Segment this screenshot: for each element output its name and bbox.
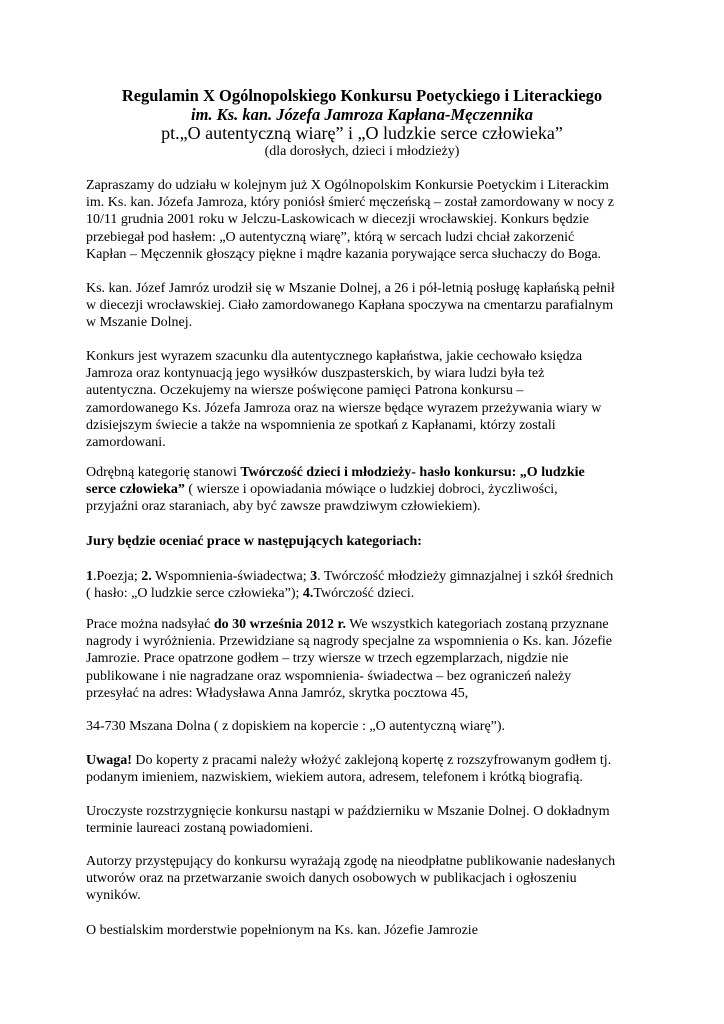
text-line: Jamrozie. Prace opatrzone godłem – trzy wiersze w trzech egzemplarzach, nigdzie nie — [86, 651, 569, 667]
text-line: im. Ks. kan. Józefa Jamroza, który poniósł śmierć męczeńską – został zamordowany w nocy z — [86, 195, 614, 211]
attention-label: Uwaga! — [86, 753, 132, 768]
text-line: autentyczna. Oczekujemy na wiersze poświęcone pamięci Patrona konkursu – — [86, 383, 524, 399]
text-line: terminie laureaci zostaną powiadomieni. — [86, 821, 314, 837]
text-line: nagrody i wyróżnienia. Przewidziane są nagrody specjalne za wspomnienia o Ks. kan. Józefie — [86, 634, 612, 650]
address-line — [86, 718, 646, 735]
category-paragraph — [86, 464, 646, 516]
bio-paragraph — [86, 280, 646, 332]
text-line: zamordowanego Ks. Józefa Jamroza oraz na wiersze będące wyrazem przeżywania wiary w — [86, 400, 602, 416]
text-line: Uroczyste rozstrzygnięcie konkursu nastąpi w październiku w Mszanie Dolnej. O dokładnym — [86, 804, 610, 819]
text-line: Konkurs jest wyrazem szacunku dla autentycznego kapłaństwa, jakie cechowało księdza — [86, 349, 583, 364]
text-line — [86, 568, 646, 585]
category-label: Wspomnienia-świadectwa; — [151, 569, 311, 584]
text-line: dzisiejszym świecie a także na wspomnienia ze spotkań z Kapłanami, którzy zostali — [86, 417, 556, 433]
text-line: przyjaźni oraz staraniach, aby być zawsze prawdziwym człowiekiem). — [86, 499, 481, 515]
text-line — [86, 481, 646, 498]
document-title — [0, 86, 724, 161]
text-line — [86, 616, 646, 633]
category-highlight: serce człowieka” — [86, 482, 185, 498]
purpose-paragraph — [86, 348, 646, 451]
category-highlight: Twórczość dzieci i młodzieży- hasło konkursu: „O ludzkie — [240, 465, 585, 480]
text-fragment: We wszystkich kategoriach zostaną przyznane — [345, 617, 609, 632]
closing-paragraph — [86, 922, 646, 939]
category-number: 4. — [302, 586, 314, 602]
text-line: O bestialskim morderstwie popełnionym na Ks. kan. Józefie Jamrozie — [86, 923, 478, 938]
text-line — [86, 464, 646, 481]
categories-list — [86, 568, 646, 602]
attention-paragraph — [86, 752, 646, 786]
text-line: w Mszanie Dolnej. — [86, 315, 193, 331]
text-line: wyników. — [86, 888, 141, 904]
jury-heading — [86, 533, 646, 550]
text-line: Autorzy przystępujący do konkursu wyrażają zgodę na nieodpłatne publikowanie nadesłanych — [86, 854, 616, 869]
intro-paragraph — [86, 177, 646, 263]
results-paragraph — [86, 803, 646, 837]
text-line: Zapraszamy do udziału w kolejnym już X Ogólnopolskim Konkursie Poetyckim i Literackim — [86, 178, 609, 193]
deadline-date: do 30 września 2012 r. — [213, 617, 346, 632]
text-line — [86, 585, 646, 602]
text-line: przesyłać na adres: Władysława Anna Jamróz, skrytka pocztowa 45, — [86, 685, 469, 701]
text-fragment: Do koperty z pracami należy włożyć zaklejoną kopertę z rozszyfrowanym godłem tj. — [131, 753, 612, 768]
text-line: Jamroza oraz kontynuacją jego wysiłków duszpasterskich, by wiara ludzi była też — [86, 366, 545, 382]
text-line: publikowane i nie nagradzane oraz wspomnienia- świadectwa – bez ograniczeń należy — [86, 668, 572, 684]
category-number: 2. — [141, 569, 152, 584]
deadline-paragraph — [86, 616, 646, 702]
text-line: w diecezji wrocławskiej. Ciało zamordowanego Kapłana spoczywa na cmentarzu parafialnym — [86, 298, 614, 314]
title-line-1: Regulamin X Ogólnopolskiego Konkursu Poetyckiego i Literackiego — [121, 86, 603, 105]
consent-paragraph — [86, 853, 646, 905]
text-line: przebiegał pod hasłem: „O autentyczną wiarę”, którą w sercach ludzi chciał zakorzenić — [86, 229, 575, 245]
text-line: Ks. kan. Józef Jamróz urodził się w Mszanie Dolnej, a 26 i pół-letnią posługę kapłańską pełnił — [86, 281, 615, 296]
text-line: podanym imieniem, nazwiskiem, wiekiem autora, adresem, telefonem i krótką biografią. — [86, 770, 583, 786]
text-line: zamordowani. — [86, 435, 166, 451]
text-fragment: ( wiersze i opowiadania mówiące o ludzkiej dobroci, życzliwości, — [184, 482, 558, 498]
category-number: 1 — [86, 569, 93, 584]
title-subtitle: (dla dorosłych, dzieci i młodzieży) — [264, 144, 460, 159]
category-label: . Twórczość młodzieży gimnazjalnej i szkół średnich — [317, 569, 614, 584]
title-line-2: im. Ks. kan. Józefa Jamroza Kapłana-Męczennika — [191, 105, 533, 124]
category-number: 3 — [310, 569, 318, 584]
text-line: utworów oraz na przetwarzanie swoich danych osobowych w publikacjach i ogłoszeniu — [86, 871, 577, 887]
text-fragment: Odrębną kategorię stanowi — [86, 465, 241, 480]
text-line: 10/11 grudnia 2001 roku w Jelczu-Laskowicach w diecezji wrocławskiej. Konkurs będzie — [86, 212, 589, 228]
category-label: .Poezja; — [93, 569, 142, 584]
title-line-3: pt.„O autentyczną wiarę” i „O ludzkie serce człowieka” — [161, 123, 563, 143]
category-label: Twórczość dzieci. — [313, 586, 415, 602]
text-line: Kapłan – Męczennik głoszący piękne i mądre kazania porywające serca słuchaczy do Boga. — [86, 246, 602, 262]
text-fragment: Prace można nadsyłać — [86, 617, 214, 632]
text-line — [86, 752, 646, 769]
text-line: 34-730 Mszana Dolna ( z dopiskiem na kopercie : „O autentyczną wiarę”). — [86, 719, 506, 734]
text-line: Jury będzie oceniać prace w następujących kategoriach: — [86, 534, 422, 549]
category-label: ( hasło: „O ludzkie serce człowieka”); — [86, 586, 303, 602]
